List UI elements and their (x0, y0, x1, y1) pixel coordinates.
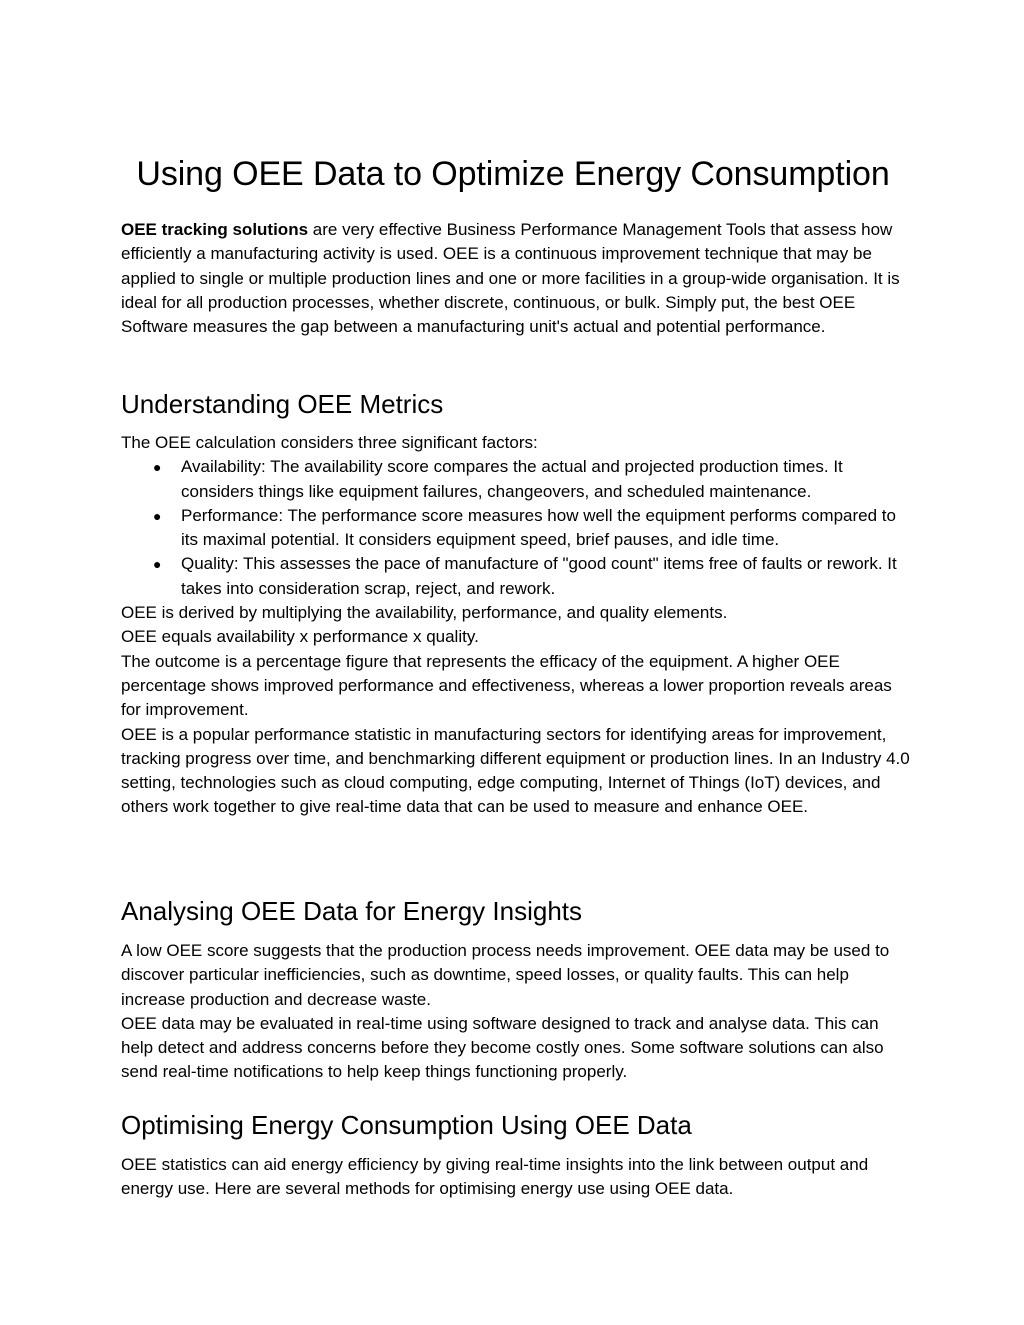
paragraph: OEE statistics can aid energy efficiency by giving real-time insights into the link between output and energy use. Here are several methods for optimising energy use using OEE data. (121, 1155, 869, 1199)
paragraph: The outcome is a percentage figure that represents the efficacy of the equipment. A higher OEE percentage shows improved performance and effectiveness, whereas a lower proportion reveals areas for improvement. (121, 651, 892, 720)
section-heading: Analysing OEE Data for Energy Insights (121, 896, 583, 926)
list-item-text: Performance: The performance score measures how well the equipment performs compared to its maximal potential. It considers equipment speed, brief pauses, and idle time. (181, 505, 896, 550)
paragraph: OEE data may be evaluated in real-time using software designed to track and analyse data. This can help detect and address concerns before they become costly ones. Some software solutions can also send real-time notifications to help keep things functioning properly. (121, 1013, 884, 1082)
paragraph: OEE equals availability x performance x quality. (121, 627, 479, 647)
section-heading: Optimising Energy Consumption Using OEE Data (121, 1110, 692, 1140)
factor-list (121, 455, 911, 601)
page-title: Using OEE Data to Optimize Energy Consumption (136, 155, 890, 193)
intro-paragraph (121, 218, 911, 339)
list-item-text: Availability: The availability score compares the actual and projected production times. It considers things like equipment failures, changeovers, and scheduled maintenance. (181, 457, 843, 501)
paragraph: OEE is a popular performance statistic in manufacturing sectors for identifying areas for improvement, tracking progress over time, and benchmarking different equipment or production lines. In an Industry 4.0 setting, technologies such as cloud computing, edge computing, Internet of Things (IoT) devices, and others work together to give real-time data that can be used to measure and enhance OEE. (121, 724, 910, 817)
section-heading: Understanding OEE Metrics (121, 389, 444, 419)
bullet-icon: ● (153, 556, 162, 573)
section-understanding-body (121, 431, 911, 820)
intro-text: are very effective Business Performance Management Tools that assess how efficiently a manufacturing activity is used. OEE is a continuous improvement technique that may be applied to single or multiple production lines and one or more facilities in a group-wide organisation. It is ideal for all production processes, whether discrete, continuous, or bulk. Simply put, the best OEE Software measures the gap between a manufacturing unit's actual and potential performance. (121, 220, 900, 337)
section-lead: The OEE calculation considers three significant factors: (121, 433, 538, 452)
intro-section (121, 218, 911, 339)
paragraph: OEE is derived by multiplying the availability, performance, and quality elements. (121, 603, 728, 623)
section-optimising-body (121, 1153, 911, 1202)
intro-bold-lead: OEE tracking solutions (121, 220, 309, 239)
list-item (121, 455, 911, 504)
section-understanding-oee (121, 388, 911, 420)
list-item (121, 504, 911, 553)
list-item-text: Quality: This assesses the pace of manufacture of "good count" items free of faults or rework. It takes into consideration scrap, reject, and rework. (181, 554, 897, 598)
bullet-icon: ● (153, 507, 162, 524)
bullet-icon: ● (153, 459, 162, 476)
section-optimising-energy (121, 1109, 911, 1141)
list-item (121, 552, 911, 601)
section-analysing-body (121, 939, 911, 1085)
paragraph: A low OEE score suggests that the production process needs improvement. OEE data may be used to discover particular inefficiencies, such as downtime, speed losses, or quality faults. This can help increase production and decrease waste. (121, 941, 890, 1009)
section-analysing-oee (121, 895, 911, 927)
